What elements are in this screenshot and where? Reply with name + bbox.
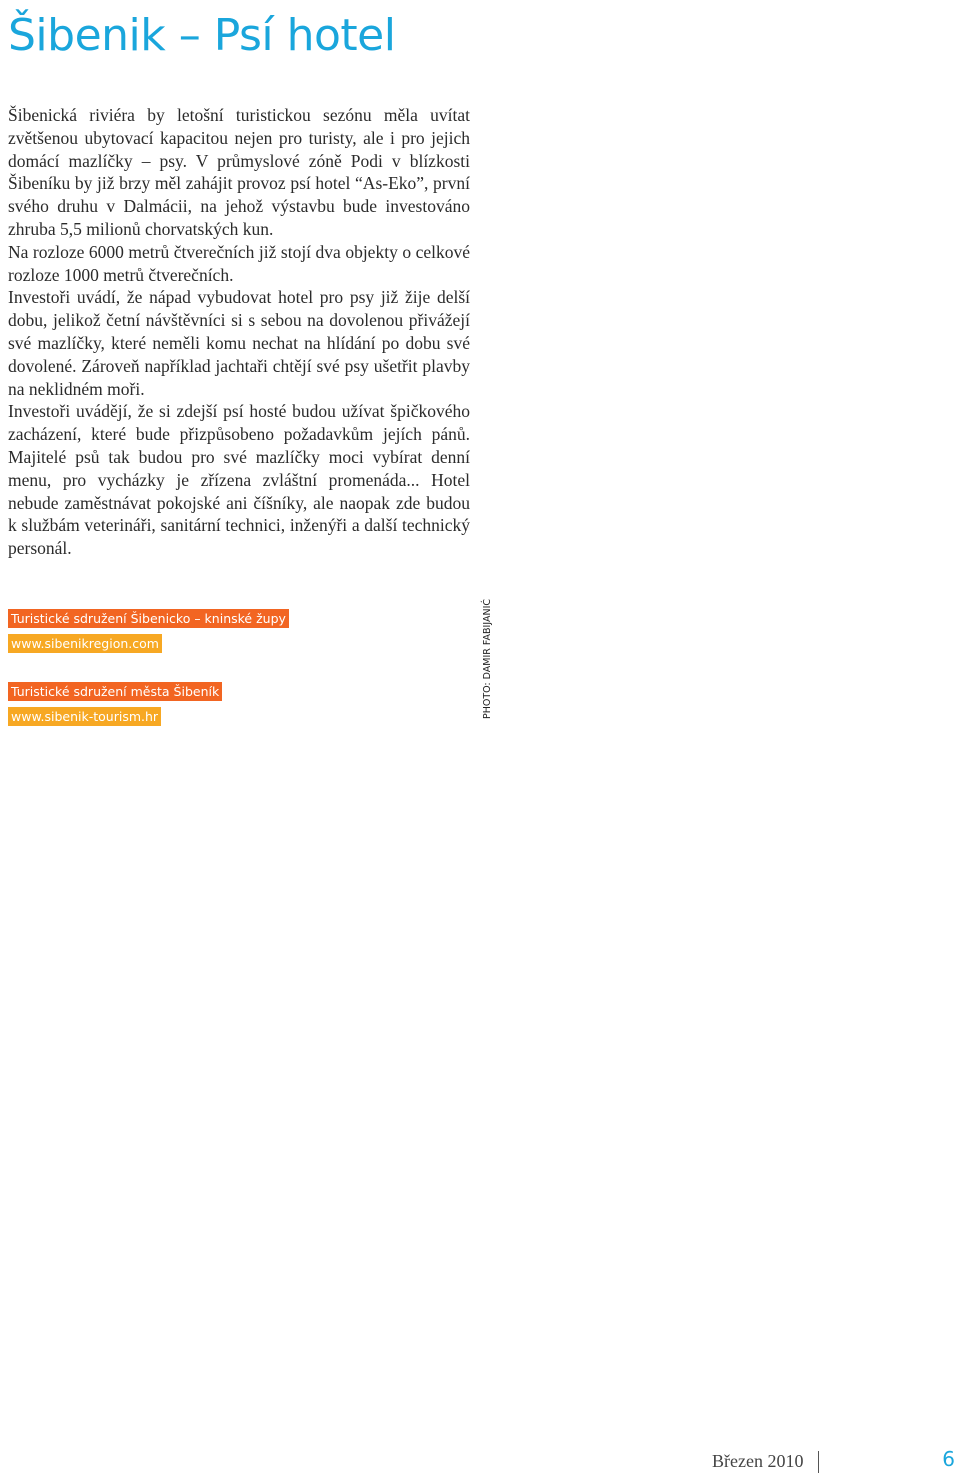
footer-divider xyxy=(818,1451,819,1473)
page-number: 6 xyxy=(942,1447,955,1471)
url-link-sibenikregion[interactable]: www.sibenikregion.com xyxy=(8,634,162,653)
link-org-row xyxy=(8,609,289,634)
org-name-sibenik-city: Turistické sdružení města Šibeník xyxy=(8,682,222,701)
url-link-sibenik-tourism[interactable]: www.sibenik-tourism.hr xyxy=(8,707,161,726)
article-paragraph: Investoři uvádí, že nápad vybudovat hotel pro psy již žije delší dobu, jelikož četní návštěvníci si s sebou na dovolenou přivážejí své mazlíčky, které neměli komu nechat na hlídání po dobu své dovolené. Zároveň například jachtaři chtějí své psy ušetřit plavby na neklidném moři. xyxy=(8,287,470,399)
contact-links xyxy=(8,609,289,731)
link-url-row xyxy=(8,707,289,732)
org-name-sibenicko: Turistické sdružení Šibenicko – kninské župy xyxy=(8,609,289,628)
page-footer xyxy=(700,1447,955,1475)
link-url-row xyxy=(8,634,289,659)
photo-credit: PHOTO: DAMIR FABIJANIĆ xyxy=(482,598,493,720)
article-paragraph: Investoři uvádějí, že si zdejší psí hosté budou užívat špičkového zacházení, které bude přizpůsobeno požadavkům jejích pánů. Majitelé psů tak budou pro své mazlíčky moci vybírat denní menu, pro vycházky je zřízena zvláštní promenáda... Hotel nebude zaměstnávat pokojské ani číšníky, ale naopak zde budou k službám veterináři, sanitární technici, inženýři a další technický personál. xyxy=(8,401,470,559)
page-title: Šibenik – Psí hotel xyxy=(8,10,396,61)
issue-date: Březen 2010 xyxy=(712,1451,804,1471)
article-paragraph: Šibenická riviéra by letošní turistickou sezónu měla uvítat zvětšenou ubytovací kapacitou nejen pro turisty, ale i pro jejich domácí mazlíčky – psy. V průmyslové zóně Podi v blízkosti Šibeníku by již brzy měl zahájit provoz psí hotel “As-Eko”, první svého druhu v Dalmácii, na jehož výstavbu bude investováno zhruba 5,5 milionů chorvatských kun. xyxy=(8,105,470,239)
article-paragraph: Na rozloze 6000 metrů čtverečních již stojí dva objekty o celkové rozloze 1000 metrů čtverečních. xyxy=(8,241,470,285)
links-spacer xyxy=(8,658,289,682)
article-body xyxy=(8,104,470,560)
link-org-row xyxy=(8,682,289,707)
